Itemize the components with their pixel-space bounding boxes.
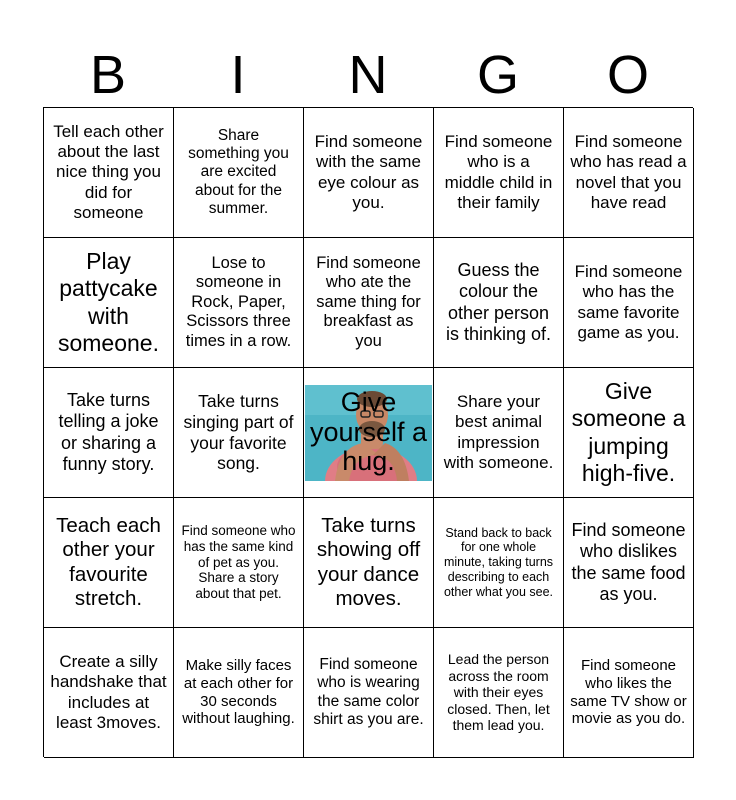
bingo-cell[interactable] — [434, 498, 564, 628]
cell-label: Make silly faces at each other for 30 seconds without laughing. — [182, 657, 295, 728]
cell-label: Take turns singing part of your favorite song. — [183, 391, 294, 474]
free-cell-label: Give yourself a hug. — [309, 386, 428, 477]
bingo-cell[interactable] — [434, 238, 564, 368]
cell-label: Find someone who is wearing the same color shirt as you are. — [313, 655, 424, 728]
bingo-title — [43, 44, 693, 106]
bingo-cell[interactable] — [44, 368, 174, 498]
bingo-cell[interactable] — [304, 238, 434, 368]
bingo-cell[interactable] — [304, 108, 434, 238]
title-letter-b: B — [89, 45, 127, 105]
cell-label: Tell each other about the last nice thing you did for someone — [53, 122, 164, 222]
bingo-cell[interactable] — [44, 498, 174, 628]
bingo-cell[interactable] — [174, 238, 304, 368]
bingo-cell[interactable] — [434, 628, 564, 758]
cell-label: Share something you are excited about for the summer. — [188, 126, 289, 217]
cell-label: Stand back to back for one whole minute, taking turns describing to each other what you see. — [443, 525, 554, 599]
cell-label: Guess the colour the other person is thinking of. — [445, 260, 552, 344]
cell-label: Give someone a jumping high-five. — [571, 378, 686, 486]
cell-label: Find someone who has the same favorite game as you. — [574, 262, 683, 342]
cell-label: Take turns telling a joke or sharing a funny story. — [58, 390, 159, 474]
cell-label: Find someone who has the same kind of pet as you. Share a story about that pet. — [181, 522, 296, 602]
cell-label: Find someone with the same eye colour as you. — [314, 132, 423, 212]
cell-label: Find someone who ate the same thing for breakfast as you — [316, 253, 421, 350]
title-letter-g: G — [476, 45, 519, 105]
bingo-cell[interactable] — [304, 628, 434, 758]
cell-label: Teach each other your favourite stretch. — [56, 514, 161, 610]
cell-label: Lead the person across the room with their eyes closed. Then, let them lead you. — [447, 651, 550, 734]
bingo-cell[interactable] — [564, 368, 694, 498]
bingo-cell[interactable] — [44, 108, 174, 238]
bingo-card — [43, 107, 693, 757]
bingo-cell[interactable] — [174, 628, 304, 758]
bingo-cell[interactable] — [304, 498, 434, 628]
cell-label: Find someone who is a middle child in their family — [444, 132, 553, 212]
cell-label: Share your best animal impression with someone. — [443, 392, 554, 472]
title-letter-n: N — [348, 45, 388, 105]
bingo-cell[interactable] — [174, 498, 304, 628]
bingo-cell[interactable] — [44, 238, 174, 368]
bingo-cell[interactable] — [564, 108, 694, 238]
bingo-cell[interactable] — [44, 628, 174, 758]
bingo-cell[interactable] — [174, 368, 304, 498]
cell-label: Find someone who has read a novel that you have read — [570, 132, 687, 212]
title-letter-o: O — [606, 45, 649, 105]
cell-label: Take turns showing off your dance moves. — [316, 514, 421, 610]
bingo-cell-free[interactable] — [304, 368, 434, 498]
bingo-cell[interactable] — [564, 628, 694, 758]
bingo-cell[interactable] — [564, 238, 694, 368]
bingo-cell[interactable] — [434, 108, 564, 238]
bingo-cell[interactable] — [564, 498, 694, 628]
bingo-cell[interactable] — [434, 368, 564, 498]
title-letter-i: I — [230, 45, 246, 105]
cell-label: Create a silly handshake that includes at least 3moves. — [50, 652, 167, 732]
cell-label: Find someone who dislikes the same food as you. — [571, 520, 686, 604]
bingo-cell[interactable] — [174, 108, 304, 238]
cell-label: Lose to someone in Rock, Paper, Scissors three times in a row. — [185, 253, 292, 350]
cell-label: Find someone who likes the same TV show or movie as you do. — [570, 657, 687, 728]
cell-label: Play pattycake with someone. — [57, 248, 159, 356]
